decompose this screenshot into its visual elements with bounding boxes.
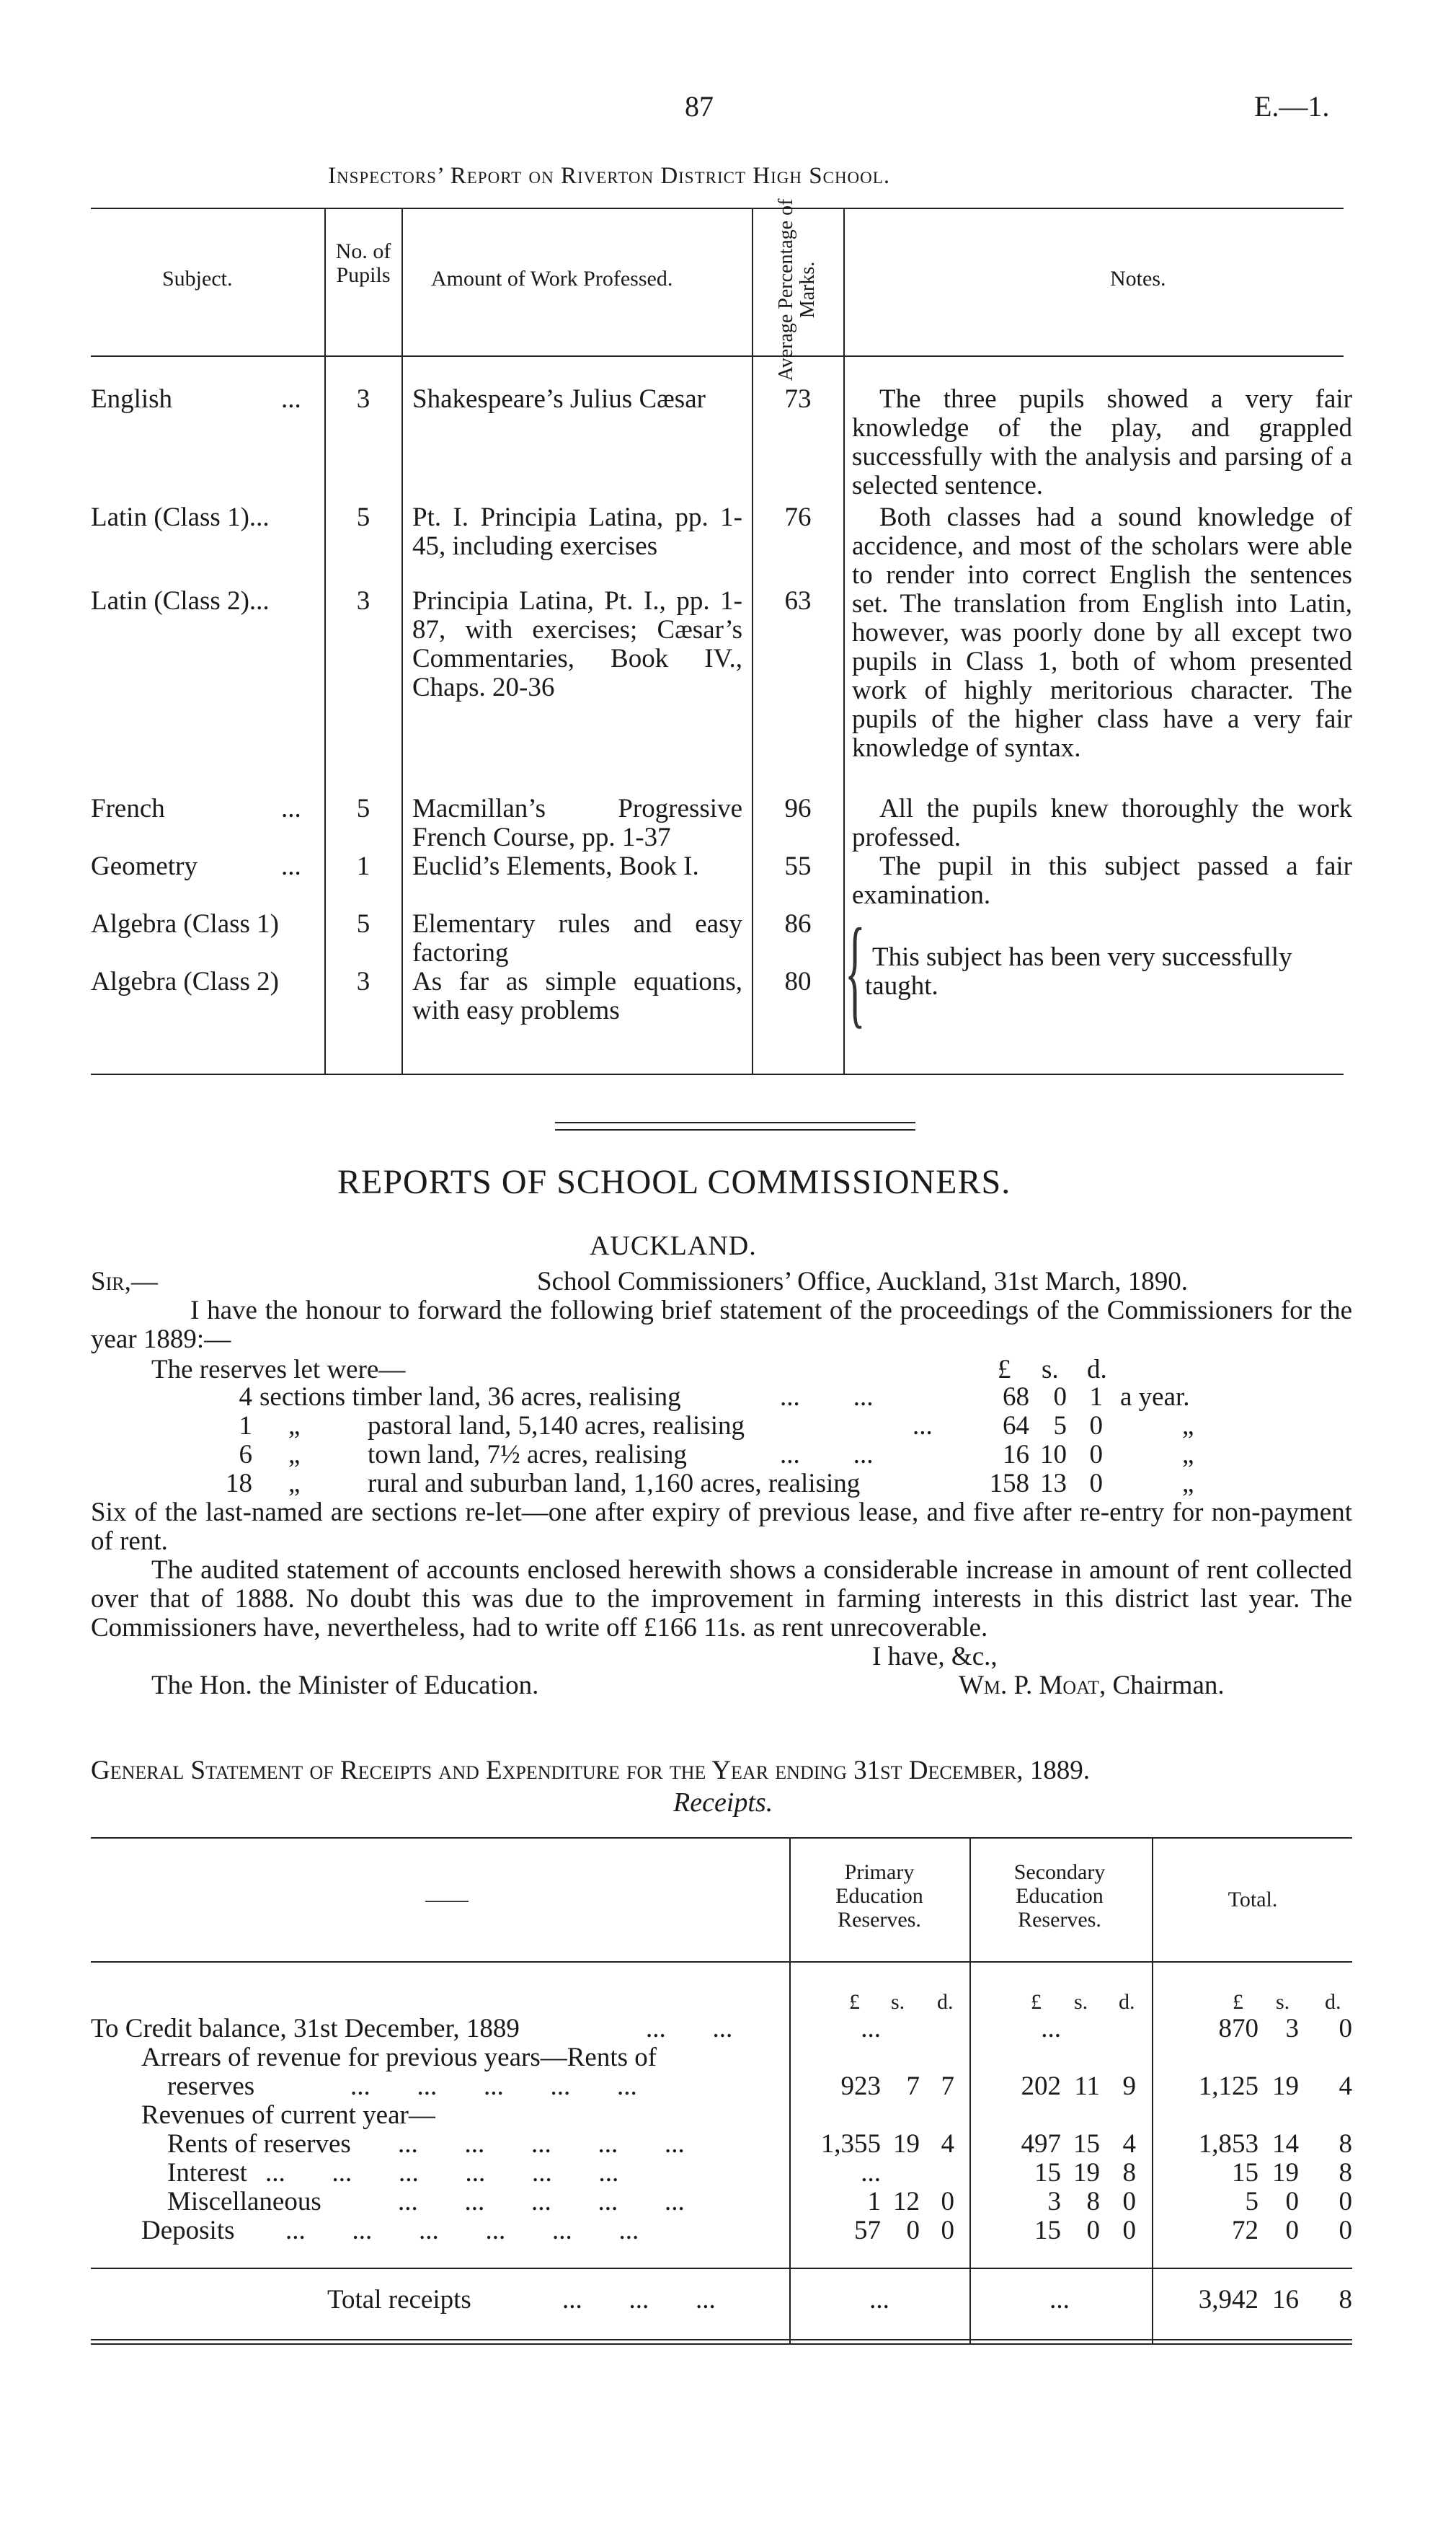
reserve-desc: pastoral land, 5,140 acres, realising bbox=[368, 1411, 745, 1441]
work-value: As far as simple equations, with easy problems bbox=[412, 967, 742, 1025]
total-pounds: 5 bbox=[1245, 2187, 1259, 2216]
reserve-pounds: 158 bbox=[989, 1469, 1029, 1498]
secondary-pence: 0 bbox=[1122, 2187, 1136, 2216]
reserve-shillings: 5 bbox=[1053, 1411, 1067, 1441]
secondary-shillings: 0 bbox=[1086, 2216, 1100, 2245]
pupils-value: 5 bbox=[356, 503, 370, 532]
reserve-shillings: 0 bbox=[1053, 1382, 1067, 1412]
row-label: Rents of reserves bbox=[167, 2129, 351, 2159]
total-shillings: 14 bbox=[1272, 2129, 1299, 2159]
reserve-pounds: 68 bbox=[1003, 1382, 1029, 1412]
reserve-suffix: „ bbox=[1182, 1469, 1194, 1498]
col-secondary: Secondary Education Reserves. bbox=[1013, 1860, 1106, 1932]
currency-pound: £ bbox=[998, 1355, 1011, 1384]
reserve-ditto: „ bbox=[288, 1440, 301, 1469]
row-label: Miscellaneous bbox=[167, 2187, 321, 2216]
row-dots: ... ... ... ... ... ... bbox=[285, 2216, 639, 2245]
total-pounds: 870 bbox=[1218, 2014, 1259, 2043]
secondary-pounds: 15 bbox=[1034, 2158, 1061, 2188]
subject-latin-1: Latin (Class 1)... bbox=[91, 503, 270, 532]
total-shillings: 0 bbox=[1285, 2187, 1299, 2216]
avg-value: 76 bbox=[784, 503, 812, 532]
statement-title-text: General Statement of Receipts and Expenditure for the Year ending 31st December, 1889. bbox=[91, 1756, 1091, 1785]
total-pence: 0 bbox=[1339, 2216, 1352, 2245]
primary-pounds: ... bbox=[861, 2158, 881, 2188]
pupils-value: 1 bbox=[356, 852, 370, 881]
note-english: The three pupils showed a very fair knowledge of the play, and grappled successfully with the analysis and parsing of a selected sentence. bbox=[852, 384, 1352, 500]
row-label: Deposits bbox=[141, 2216, 235, 2245]
total-receipts-label: Total receipts bbox=[327, 2285, 471, 2314]
currency-shilling: s. bbox=[891, 1990, 905, 2014]
pupils-value: 5 bbox=[356, 794, 370, 823]
primary-pounds: ... bbox=[861, 2014, 881, 2043]
primary-shillings: 12 bbox=[893, 2187, 920, 2216]
col-notes: Notes. bbox=[1110, 267, 1166, 291]
secondary-shillings: 15 bbox=[1073, 2129, 1100, 2159]
reserve-pounds: 16 bbox=[1003, 1440, 1029, 1469]
page-reference: E.—1. bbox=[1254, 90, 1330, 123]
primary-pounds: 57 bbox=[854, 2216, 881, 2245]
primary-pounds: 1 bbox=[867, 2187, 881, 2216]
primary-pounds: 1,355 bbox=[820, 2129, 881, 2159]
reserve-dots: ... ... bbox=[780, 1440, 874, 1469]
avg-value: 80 bbox=[784, 967, 812, 996]
grand-total-shillings: 16 bbox=[1272, 2285, 1299, 2314]
currency-pence: d. bbox=[1325, 1990, 1341, 2014]
secondary-pence: 0 bbox=[1122, 2216, 1136, 2245]
currency-pence: d. bbox=[1087, 1355, 1107, 1384]
currency-shilling: s. bbox=[1042, 1355, 1059, 1384]
reserve-count: 1 bbox=[239, 1411, 252, 1441]
pupils-value: 3 bbox=[356, 384, 370, 414]
col-blank: —— bbox=[425, 1888, 469, 1911]
primary-shillings: 0 bbox=[906, 2216, 920, 2245]
closing: I have, &c., bbox=[872, 1642, 998, 1671]
row-label: To Credit balance, 31st December, 1889 bbox=[91, 2014, 520, 2043]
inspectors-report-title: Inspectors’ Report on Riverton District High School. bbox=[328, 163, 891, 189]
grand-total-pounds: 3,942 bbox=[1198, 2285, 1259, 2314]
row-label: Interest bbox=[167, 2158, 247, 2188]
page-number: 87 bbox=[685, 90, 714, 123]
reserve-pence: 0 bbox=[1089, 1469, 1103, 1498]
currency-pound: £ bbox=[1031, 1990, 1042, 2014]
note-algebra: This subject has been very successfully taught. bbox=[865, 942, 1292, 1001]
intro-paragraph: I have the honour to forward the following brief statement of the proceedings of the Commissioners for the year 1889:— bbox=[91, 1296, 1352, 1354]
primary-pence: 0 bbox=[941, 2216, 954, 2245]
note-geometry: The pupil in this subject passed a fair examination. bbox=[852, 852, 1352, 910]
reserve-desc: rural and suburban land, 1,160 acres, realising bbox=[368, 1469, 861, 1498]
pupils-value: 3 bbox=[356, 586, 370, 616]
subject-dots: ... bbox=[281, 384, 301, 414]
work-value: Pt. I. Principia Latina, pp. 1-45, including exercises bbox=[412, 503, 742, 561]
secondary-pounds: 202 bbox=[1021, 2071, 1061, 2101]
total-pence: 4 bbox=[1339, 2071, 1352, 2101]
row-dots: ... ... ... ... ... bbox=[398, 2129, 685, 2159]
currency-pound: £ bbox=[1233, 1990, 1243, 2014]
total-pence: 8 bbox=[1339, 2129, 1352, 2159]
total-pounds: 1,853 bbox=[1198, 2129, 1259, 2159]
double-rule bbox=[555, 1129, 915, 1131]
subject-algebra-2: Algebra (Class 2) bbox=[91, 967, 279, 996]
total-primary: ... bbox=[869, 2285, 889, 2314]
primary-shillings: 19 bbox=[893, 2129, 920, 2159]
total-shillings: 3 bbox=[1285, 2014, 1299, 2043]
avg-value: 55 bbox=[784, 852, 812, 881]
secondary-pence: 4 bbox=[1122, 2129, 1136, 2159]
salutation: Sir,— bbox=[91, 1267, 158, 1296]
avg-value: 73 bbox=[784, 384, 812, 414]
brace-icon: { bbox=[845, 903, 866, 1039]
reserve-suffix: a year. bbox=[1120, 1382, 1190, 1412]
statement-title bbox=[91, 1756, 1090, 1785]
reserve-pence: 0 bbox=[1089, 1411, 1103, 1441]
primary-pence: 7 bbox=[941, 2071, 954, 2101]
statement-subtitle: Receipts. bbox=[673, 1787, 773, 1818]
office-line: School Commissioners’ Office, Auckland, 31st March, 1890. bbox=[537, 1267, 1188, 1296]
paragraph-accounts: The audited statement of accounts enclosed herewith shows a considerable increase in amount of rent collected over that of 1888. No doubt this was due to the improvement in farming interests in this district last year. The Commissioners have, nevertheless, had to write off £166 11s. as rent unrecoverable. bbox=[91, 1555, 1352, 1642]
reserve-pence: 0 bbox=[1089, 1440, 1103, 1469]
reserve-count: 4 bbox=[239, 1382, 252, 1412]
total-pounds: 1,125 bbox=[1198, 2071, 1259, 2101]
col-primary: Primary Education Reserves. bbox=[835, 1860, 923, 1932]
reserves-label: The reserves let were— bbox=[151, 1355, 406, 1384]
reserve-suffix: „ bbox=[1182, 1411, 1194, 1441]
avg-value: 86 bbox=[784, 909, 812, 939]
reserve-ditto: „ bbox=[288, 1469, 301, 1498]
subject-english: English bbox=[91, 384, 173, 414]
reserve-ditto: „ bbox=[288, 1411, 301, 1441]
reserve-dots: ... bbox=[913, 1411, 933, 1441]
col-average: Average Percentage of Marks. bbox=[775, 198, 819, 381]
signature-title: , Chairman. bbox=[1098, 1671, 1225, 1700]
currency-shilling: s. bbox=[1276, 1990, 1290, 2014]
row-label: Revenues of current year— bbox=[141, 2100, 435, 2130]
subject-latin-2: Latin (Class 2)... bbox=[91, 586, 270, 616]
reserve-pounds: 64 bbox=[1003, 1411, 1029, 1441]
row-dots: ... ... ... ... ... bbox=[350, 2071, 637, 2101]
subject-dots: ... bbox=[281, 794, 301, 823]
pupils-value: 5 bbox=[356, 909, 370, 939]
reserve-count: 6 bbox=[239, 1440, 252, 1469]
addressee: The Hon. the Minister of Education. bbox=[151, 1671, 539, 1700]
secondary-pounds: ... bbox=[1041, 2014, 1061, 2043]
total-shillings: 19 bbox=[1272, 2158, 1299, 2188]
secondary-pounds: 497 bbox=[1021, 2129, 1061, 2159]
reserve-desc: town land, 7½ acres, realising bbox=[368, 1440, 687, 1469]
secondary-pounds: 3 bbox=[1047, 2187, 1061, 2216]
section-subheading: AUCKLAND. bbox=[590, 1231, 757, 1261]
reserve-desc: sections timber land, 36 acres, realising bbox=[259, 1382, 681, 1412]
secondary-shillings: 8 bbox=[1086, 2187, 1100, 2216]
total-secondary: ... bbox=[1049, 2285, 1070, 2314]
work-value: Elementary rules and easy factoring bbox=[412, 909, 742, 968]
col-subject: Subject. bbox=[162, 267, 233, 291]
signature-name: Wm. P. Moat bbox=[959, 1671, 1099, 1700]
total-pounds: 72 bbox=[1232, 2216, 1259, 2245]
currency-pence: d. bbox=[937, 1990, 954, 2014]
row-dots: ... ... ... ... ... ... bbox=[265, 2158, 619, 2188]
reserve-shillings: 10 bbox=[1040, 1440, 1067, 1469]
reserve-suffix: „ bbox=[1182, 1440, 1194, 1469]
subject-geometry: Geometry bbox=[91, 852, 197, 881]
avg-value: 96 bbox=[784, 794, 812, 823]
primary-pence: 0 bbox=[941, 2187, 954, 2216]
secondary-pence: 8 bbox=[1122, 2158, 1136, 2188]
col-total: Total. bbox=[1228, 1888, 1278, 1911]
currency-pence: d. bbox=[1119, 1990, 1135, 2014]
work-value: Shakespeare’s Julius Cæsar bbox=[412, 384, 706, 414]
paragraph-relet: Six of the last-named are sections re-let—one after expiry of previous lease, and five after re-entry for non-payment of rent. bbox=[91, 1498, 1352, 1556]
avg-value: 63 bbox=[784, 586, 812, 616]
work-value: Macmillan’s Progressive French Course, pp. 1-37 bbox=[412, 794, 742, 852]
reserve-pence: 1 bbox=[1089, 1382, 1103, 1412]
subject-algebra-1: Algebra (Class 1) bbox=[91, 909, 279, 939]
row-dots: ... ... ... ... ... bbox=[398, 2187, 685, 2216]
subject-french: French bbox=[91, 794, 165, 823]
secondary-pence: 9 bbox=[1122, 2071, 1136, 2101]
total-pence: 0 bbox=[1339, 2187, 1352, 2216]
reserve-count: 18 bbox=[226, 1469, 252, 1498]
col-pupils: No. of Pupils bbox=[335, 239, 391, 287]
double-rule bbox=[555, 1122, 915, 1123]
primary-shillings: 7 bbox=[906, 2071, 920, 2101]
currency-pound: £ bbox=[849, 1990, 860, 2014]
primary-pounds: 923 bbox=[840, 2071, 881, 2101]
reserve-shillings: 13 bbox=[1040, 1469, 1067, 1498]
row-label: Arrears of revenue for previous years—Rents of bbox=[141, 2043, 657, 2072]
secondary-shillings: 19 bbox=[1073, 2158, 1100, 2188]
currency-shilling: s. bbox=[1074, 1990, 1088, 2014]
subject-dots: ... bbox=[281, 852, 301, 881]
total-shillings: 19 bbox=[1272, 2071, 1299, 2101]
signature bbox=[959, 1671, 1225, 1700]
secondary-shillings: 11 bbox=[1074, 2071, 1100, 2101]
secondary-pounds: 15 bbox=[1034, 2216, 1061, 2245]
primary-pence: 4 bbox=[941, 2129, 954, 2159]
total-shillings: 0 bbox=[1285, 2216, 1299, 2245]
row-dots: ... ... bbox=[646, 2014, 733, 2043]
note-latin: Both classes had a sound knowledge of accidence, and most of the scholars were able to render into correct English the sentences set. The translation from English into Latin, however, was poorly done by all except two pupils in Class 1, both of whom presented work of highly meritorious character. The pupils of the higher class have a very fair knowledge of syntax. bbox=[852, 503, 1352, 763]
pupils-value: 3 bbox=[356, 967, 370, 996]
work-value: Principia Latina, Pt. I., pp. 1-87, with exercises; Cæsar’s Commentaries, Book IV., Chaps. 20-36 bbox=[412, 586, 742, 702]
col-work: Amount of Work Professed. bbox=[431, 267, 673, 291]
total-pounds: 15 bbox=[1232, 2158, 1259, 2188]
reserve-dots: ... ... bbox=[780, 1382, 874, 1412]
section-heading: REPORTS OF SCHOOL COMMISSIONERS. bbox=[337, 1163, 1011, 1201]
row-label: reserves bbox=[167, 2071, 255, 2101]
work-value: Euclid’s Elements, Book I. bbox=[412, 852, 699, 881]
row-dots: ... ... ... bbox=[562, 2285, 716, 2314]
total-pence: 8 bbox=[1339, 2158, 1352, 2188]
note-french: All the pupils knew thoroughly the work professed. bbox=[852, 794, 1352, 852]
total-pence: 0 bbox=[1339, 2014, 1352, 2043]
grand-total-pence: 8 bbox=[1339, 2285, 1352, 2314]
